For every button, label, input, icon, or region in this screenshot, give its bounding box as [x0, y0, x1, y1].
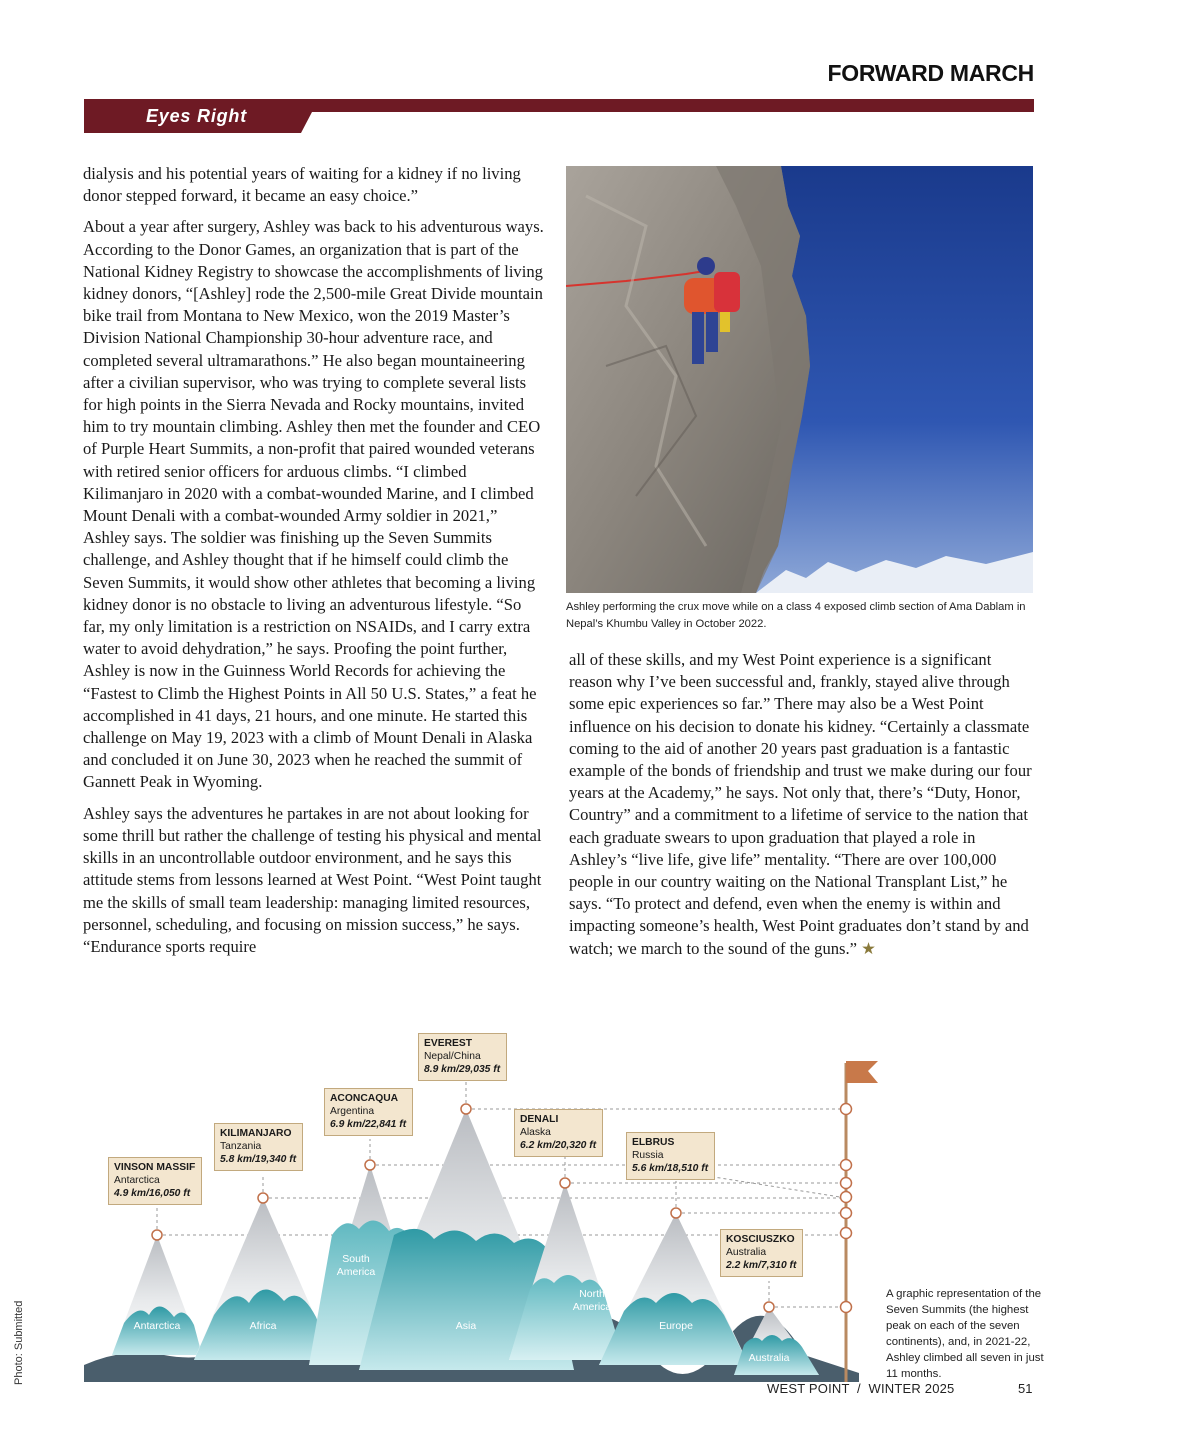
article-paragraph: dialysis and his potential years of waiting for a kidney if no living donor stepped forward, it became an easy choice.”	[83, 164, 521, 206]
article-left-column	[83, 163, 545, 967]
article-paragraph: Ashley says the adventures he partakes in are not about looking for some thrill but rather the challenge of testing his physical and mental skills in an uncontrollable outdoor environment, and he says this attitude stems from lessons learned at West Point. “West Point taught me the skills of small team leadership: managing limited resources, personnel, scheduling, and focusing on mission success,” he says. “Endurance sports require	[83, 803, 542, 956]
summit-height: 6.9 km/22,841 ft	[330, 1119, 407, 1130]
summit-name: EVEREST	[424, 1038, 473, 1049]
summit-marker	[560, 1178, 570, 1188]
summit-label-vinson	[108, 1157, 202, 1205]
continent-label: Australia	[748, 1352, 790, 1364]
summit-height: 5.8 km/19,340 ft	[220, 1154, 297, 1165]
publication-footer: WEST POINT / WINTER 2025	[767, 1381, 955, 1396]
summit-label-kosciuszko	[720, 1229, 803, 1277]
summit-name: ELBRUS	[632, 1137, 675, 1148]
article-paragraph-text: all of these skills, and my West Point experience is a significant reason why I’ve been successful and, frankly, stayed alive through some epic experiences so far.” There may also be a West Point influence on his decision to donate his kidney. “Certainly a classmate coming to the aid of another 20 years past graduation is a fantastic example of the bonds of friendship and trust we make during our four years at the Academy,” he says. Not only that, there’s “Duty, Honor, Country” and a commitment to a lifetime of service to the nation that each graduate swears to upon graduation that played a role in Ashley’s “live life, give life” mentality. “There are over 100,000 people in our country waiting on the National Transplant List,” he says. “To protect and defend, even when the enemy is within and impacting someone’s health, West Point graduates don’t stand by and watch; we march to the sound of the guns.”	[569, 650, 1032, 958]
summit-name: ACONCAQUA	[330, 1093, 399, 1104]
article-paragraph: About a year after surgery, Ashley was back to his adventurous ways. According to the Donor Games, an organization that is part of the National Kidney Registry to showcase the accomplishments of living kidney donors, “[Ashley] rode the 2,500-mile Great Divide mountain bike trail from Montana to New Mexico, won the 2019 Master’s Division National Championship 30-hour adventure race, and completed several ultramarathons.” He also began mountaineering after a civilian supervisor, who was trying to complete several lists for high points in the Sierra Nevada and Rocky mountains, invited him to try mountain climbing. Ashley then met the founder and CEO of Purple Heart Summits, a non-profit that paired wounded veterans with retired senior officers for arduous climbs. “I climbed Kilimanjaro in 2020 with a combat-wounded Marine, and I climbed Mount Denali with a combat-wounded Army soldier in 2021,” Ashley says. The soldier was finishing up the Seven Summits challenge, and Ashley thought that if he himself could climb the Seven Summits, it would show other athletes that becoming a living kidney donor is no obstacle to living an adventurous lifestyle. “So far, my only limitation is a restriction on NSAIDs, and I carry extra water to avoid dehydration,” he says. Proofing the point further, Ashley is now in the Guinness World Records for achieving the “Fastest to Climb the Highest Points in All 50 U.S. States,” a feat he accomplished in 41 days, 21 hours, and one minute. He started this challenge on May 19, 2023 with a climb of Mount Denali in Alaska and concluded it on June 30, 2023 when he reached the summit of Gannett Peak in Wyoming.	[83, 217, 544, 792]
section-title: FORWARD MARCH	[827, 60, 1034, 86]
summit-name: KOSCIUSZKO	[726, 1234, 795, 1245]
summit-label-elbrus	[626, 1132, 715, 1180]
summit-location: Antarctica	[114, 1175, 160, 1186]
summit-height: 4.9 km/16,050 ft	[114, 1188, 191, 1199]
summit-location: Alaska	[520, 1127, 551, 1138]
summit-height: 6.2 km/20,320 ft	[520, 1140, 597, 1151]
mountain-antarctica	[112, 1235, 202, 1355]
continent-label-north: North	[579, 1288, 605, 1300]
summit-location: Tanzania	[220, 1141, 262, 1152]
department-label: Eyes Right	[146, 106, 248, 126]
summit-label-everest	[418, 1033, 507, 1081]
summit-marker	[152, 1230, 162, 1240]
summit-name: DENALI	[520, 1114, 559, 1125]
continent-label: Antarctica	[133, 1320, 181, 1332]
summit-name: KILIMANJARO	[220, 1128, 292, 1139]
summit-label-kilimanjaro	[214, 1123, 303, 1171]
continent-label: Asia	[455, 1320, 477, 1332]
article-paragraph	[569, 649, 1035, 960]
climbing-photo	[566, 166, 1033, 593]
mountain-africa	[194, 1198, 334, 1360]
summit-height: 8.9 km/29,035 ft	[424, 1064, 501, 1075]
summit-location: Nepal/China	[424, 1051, 481, 1062]
article-right-column	[569, 649, 1035, 969]
summit-marker	[365, 1160, 375, 1170]
photo-caption: Ashley performing the crux move while on a class 4 exposed climb section of Ama Dablam in Nepal’s Khumbu Valley in October 2022.	[566, 601, 1026, 630]
page-number: 51	[1018, 1381, 1033, 1396]
summit-marker	[461, 1104, 471, 1114]
summit-marker	[671, 1208, 681, 1218]
photo-credit: Photo: Submitted	[13, 1300, 25, 1385]
summit-location: Russia	[632, 1150, 664, 1161]
summit-height: 2.2 km/7,310 ft	[726, 1260, 797, 1271]
summit-location: Argentina	[330, 1106, 375, 1117]
summit-label-denali	[514, 1109, 603, 1157]
infographic-caption: A graphic representation of the Seven Summits (the highest peak on each of the seven continents), and, in 2021-22, Ashley climbed all seven in just 11 months.	[886, 1288, 1044, 1380]
continent-label-america: America	[572, 1301, 612, 1313]
summit-location: Australia	[726, 1247, 767, 1258]
end-star-icon: ★	[861, 938, 877, 958]
summit-marker	[258, 1193, 268, 1203]
continent-label: Africa	[249, 1320, 277, 1332]
continent-label-south: South	[342, 1253, 370, 1265]
summit-label-aconcagua	[324, 1088, 413, 1136]
flag-pole	[841, 1061, 879, 1382]
summit-name: VINSON MASSIF	[114, 1162, 196, 1173]
flag-icon	[846, 1061, 878, 1083]
continent-label: Europe	[659, 1320, 693, 1332]
seven-summits-infographic	[84, 1025, 884, 1387]
continent-label-america: America	[336, 1266, 376, 1278]
summit-marker	[764, 1302, 774, 1312]
summit-height: 5.6 km/18,510 ft	[632, 1163, 709, 1174]
